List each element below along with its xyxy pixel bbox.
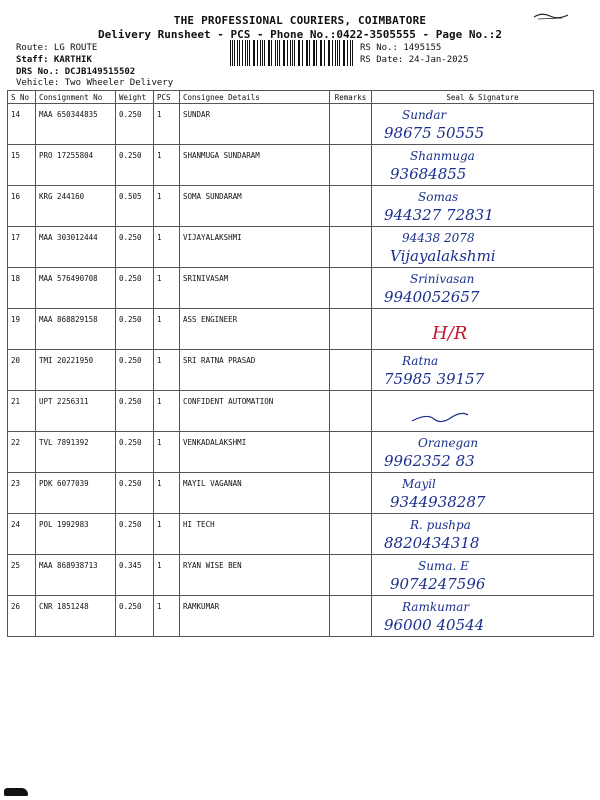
row-weight: 0.250 — [116, 145, 154, 186]
row-sno: 18 — [8, 268, 36, 309]
row-remarks — [330, 186, 372, 227]
row-weight: 0.250 — [116, 391, 154, 432]
row-sno: 20 — [8, 350, 36, 391]
table-row — [8, 432, 594, 473]
row-consignment-no: POL 1992983 — [36, 514, 116, 555]
barcode-bar — [302, 40, 303, 66]
row-consignment-no: MAA 868938713 — [36, 555, 116, 596]
signature-line: Mayil — [402, 477, 436, 491]
row-pcs: 1 — [154, 473, 180, 514]
row-pcs: 1 — [154, 227, 180, 268]
table-row — [8, 555, 594, 596]
table-row — [8, 473, 594, 514]
barcode-bar — [249, 40, 250, 66]
signature-phone: 75985 39157 — [384, 370, 485, 388]
signature-line: 94438 2078 — [402, 231, 475, 245]
signature-line: Somas — [418, 190, 459, 204]
row-consignment-no: PRO 17255804 — [36, 145, 116, 186]
table-row — [8, 104, 594, 145]
row-consignee: SHANMUGA SUNDARAM — [180, 145, 330, 186]
barcode-bar — [335, 40, 336, 66]
barcode-bar — [230, 40, 231, 66]
row-pcs: 1 — [154, 268, 180, 309]
table-row — [8, 227, 594, 268]
row-remarks — [330, 309, 372, 350]
row-consignee: HI TECH — [180, 514, 330, 555]
header-pcs: PCS — [154, 91, 180, 104]
signature-line: R. pushpa — [410, 518, 471, 532]
vehicle-label: Vehicle: Two Wheeler Delivery — [16, 78, 174, 88]
table-header-row — [8, 91, 594, 104]
row-remarks — [330, 432, 372, 473]
row-consignment-no: PDK 6077039 — [36, 473, 116, 514]
runsheet-subtitle: Delivery Runsheet - PCS - Phone No.:0422-3505555 - Page No.:2 — [98, 28, 502, 41]
row-signature — [372, 309, 594, 350]
row-signature — [372, 145, 594, 186]
barcode-bar — [316, 40, 317, 66]
row-sno: 17 — [8, 227, 36, 268]
row-sno: 19 — [8, 309, 36, 350]
rs-date: RS Date: 24-Jan-2025 — [360, 55, 469, 65]
row-consignee: SRINIVASAM — [180, 268, 330, 309]
row-consignment-no: MAA 576490708 — [36, 268, 116, 309]
row-remarks — [330, 104, 372, 145]
signature-phone: 96000 40544 — [384, 616, 485, 634]
row-consignee: MAYIL VAGANAN — [180, 473, 330, 514]
row-pcs: 1 — [154, 391, 180, 432]
signature-line: Shanmuga — [410, 149, 475, 163]
table-row — [8, 514, 594, 555]
row-weight: 0.250 — [116, 432, 154, 473]
header-signature: Seal & Signature — [372, 91, 594, 104]
row-consignee: SUNDAR — [180, 104, 330, 145]
row-sno: 23 — [8, 473, 36, 514]
table-row — [8, 186, 594, 227]
row-pcs: 1 — [154, 186, 180, 227]
barcode — [230, 40, 354, 66]
signature-line: Srinivasan — [410, 272, 475, 286]
signature-phone: 98675 50555 — [384, 124, 485, 142]
signature-phone: 944327 72831 — [384, 206, 494, 224]
row-remarks — [330, 145, 372, 186]
table-row — [8, 596, 594, 637]
row-signature — [372, 596, 594, 637]
row-sno: 21 — [8, 391, 36, 432]
row-consignment-no: TMI 20221950 — [36, 350, 116, 391]
header-weight: Weight — [116, 91, 154, 104]
rs-number: RS No.: 1495155 — [360, 43, 442, 53]
company-title: THE PROFESSIONAL COURIERS, COIMBATORE — [173, 14, 427, 27]
row-remarks — [330, 473, 372, 514]
barcode-bar — [321, 40, 322, 66]
row-signature — [372, 473, 594, 514]
row-signature — [372, 227, 594, 268]
row-remarks — [330, 350, 372, 391]
staff-label: Staff: KARTHIK — [16, 55, 92, 65]
row-signature — [372, 391, 594, 432]
barcode-bar — [275, 40, 276, 66]
row-consignment-no: KRG 244160 — [36, 186, 116, 227]
row-weight: 0.250 — [116, 514, 154, 555]
signature-phone: 8820434318 — [384, 534, 480, 552]
signature-phone: 93684855 — [390, 165, 467, 183]
row-sno: 25 — [8, 555, 36, 596]
row-signature — [372, 555, 594, 596]
row-sno: 24 — [8, 514, 36, 555]
row-consignee: RAMKUMAR — [180, 596, 330, 637]
row-sno: 26 — [8, 596, 36, 637]
row-pcs: 1 — [154, 350, 180, 391]
row-consignee: SOMA SUNDARAM — [180, 186, 330, 227]
row-signature — [372, 186, 594, 227]
row-consignment-no: TVL 7891392 — [36, 432, 116, 473]
barcode-bar — [264, 40, 265, 66]
row-sno: 14 — [8, 104, 36, 145]
header-consignee: Consignee Details — [180, 91, 330, 104]
row-signature — [372, 268, 594, 309]
row-consignee: RYAN WISE BEN — [180, 555, 330, 596]
drs-label: DRS No.: DCJB149515502 — [16, 67, 136, 77]
row-consignee: VIJAYALAKSHMI — [180, 227, 330, 268]
row-pcs: 1 — [154, 104, 180, 145]
row-signature — [372, 104, 594, 145]
row-pcs: 1 — [154, 309, 180, 350]
runsheet-table — [7, 90, 594, 637]
row-consignee: SRI RATNA PRASAD — [180, 350, 330, 391]
signature-phone: Vijayalakshmi — [390, 247, 496, 265]
signature-phone: 9940052657 — [384, 288, 480, 306]
barcode-bar — [257, 40, 258, 66]
row-consignment-no: MAA 868829158 — [36, 309, 116, 350]
row-sno: 15 — [8, 145, 36, 186]
signature-line: Suma. E — [418, 559, 469, 573]
barcode-bar — [344, 40, 345, 66]
signature-phone: 9962352 83 — [384, 452, 475, 470]
barcode-bar — [328, 40, 329, 66]
row-pcs: 1 — [154, 555, 180, 596]
signature-line: Sundar — [402, 108, 447, 122]
row-consignment-no: CNR 1851248 — [36, 596, 116, 637]
row-signature — [372, 350, 594, 391]
table-row — [8, 268, 594, 309]
signature-line: Ratna — [402, 354, 439, 368]
row-weight: 0.250 — [116, 104, 154, 145]
row-consignment-no: MAA 650344835 — [36, 104, 116, 145]
barcode-bar — [299, 40, 300, 66]
row-weight: 0.250 — [116, 268, 154, 309]
row-pcs: 1 — [154, 432, 180, 473]
barcode-bar — [237, 40, 238, 66]
header-sno: S No — [8, 91, 36, 104]
row-weight: 0.250 — [116, 350, 154, 391]
row-sno: 16 — [8, 186, 36, 227]
row-remarks — [330, 514, 372, 555]
barcode-bar — [309, 40, 310, 66]
row-sno: 22 — [8, 432, 36, 473]
barcode-bar — [350, 40, 351, 66]
barcode-bar — [279, 40, 280, 66]
row-signature — [372, 432, 594, 473]
row-remarks — [330, 555, 372, 596]
row-pcs: 1 — [154, 596, 180, 637]
table-row — [8, 145, 594, 186]
table-row — [8, 309, 594, 350]
row-remarks — [330, 391, 372, 432]
barcode-bar — [292, 40, 293, 66]
barcode-bar — [271, 40, 272, 66]
barcode-bar — [253, 40, 254, 66]
row-remarks — [330, 596, 372, 637]
row-consignee: ASS ENGINEER — [180, 309, 330, 350]
row-remarks — [330, 268, 372, 309]
signature-phone: 9344938287 — [390, 493, 486, 511]
row-signature — [372, 514, 594, 555]
row-weight: 0.250 — [116, 309, 154, 350]
row-consignee: VENKADALAKSHMI — [180, 432, 330, 473]
row-consignment-no: UPT 2256311 — [36, 391, 116, 432]
barcode-bar — [287, 40, 288, 66]
signature-scribble — [412, 413, 468, 421]
barcode-bar — [337, 40, 338, 66]
signature-line: H/R — [432, 323, 468, 344]
route-label: Route: LG ROUTE — [16, 43, 98, 53]
scan-smudge — [4, 788, 28, 796]
header-consignment: Consignment No — [36, 91, 116, 104]
table-row — [8, 391, 594, 432]
signature-phone: 9074247596 — [390, 575, 486, 593]
row-weight: 0.505 — [116, 186, 154, 227]
row-remarks — [330, 227, 372, 268]
signature-line: Oranegan — [418, 436, 479, 450]
barcode-bar — [239, 40, 240, 66]
header-remarks: Remarks — [330, 91, 372, 104]
row-pcs: 1 — [154, 514, 180, 555]
row-weight: 0.250 — [116, 227, 154, 268]
row-consignee: CONFIDENT AUTOMATION — [180, 391, 330, 432]
row-weight: 0.345 — [116, 555, 154, 596]
row-weight: 0.250 — [116, 473, 154, 514]
signature-line: Ramkumar — [402, 600, 470, 614]
row-consignment-no: MAA 303012444 — [36, 227, 116, 268]
row-pcs: 1 — [154, 145, 180, 186]
row-weight: 0.250 — [116, 596, 154, 637]
table-row — [8, 350, 594, 391]
